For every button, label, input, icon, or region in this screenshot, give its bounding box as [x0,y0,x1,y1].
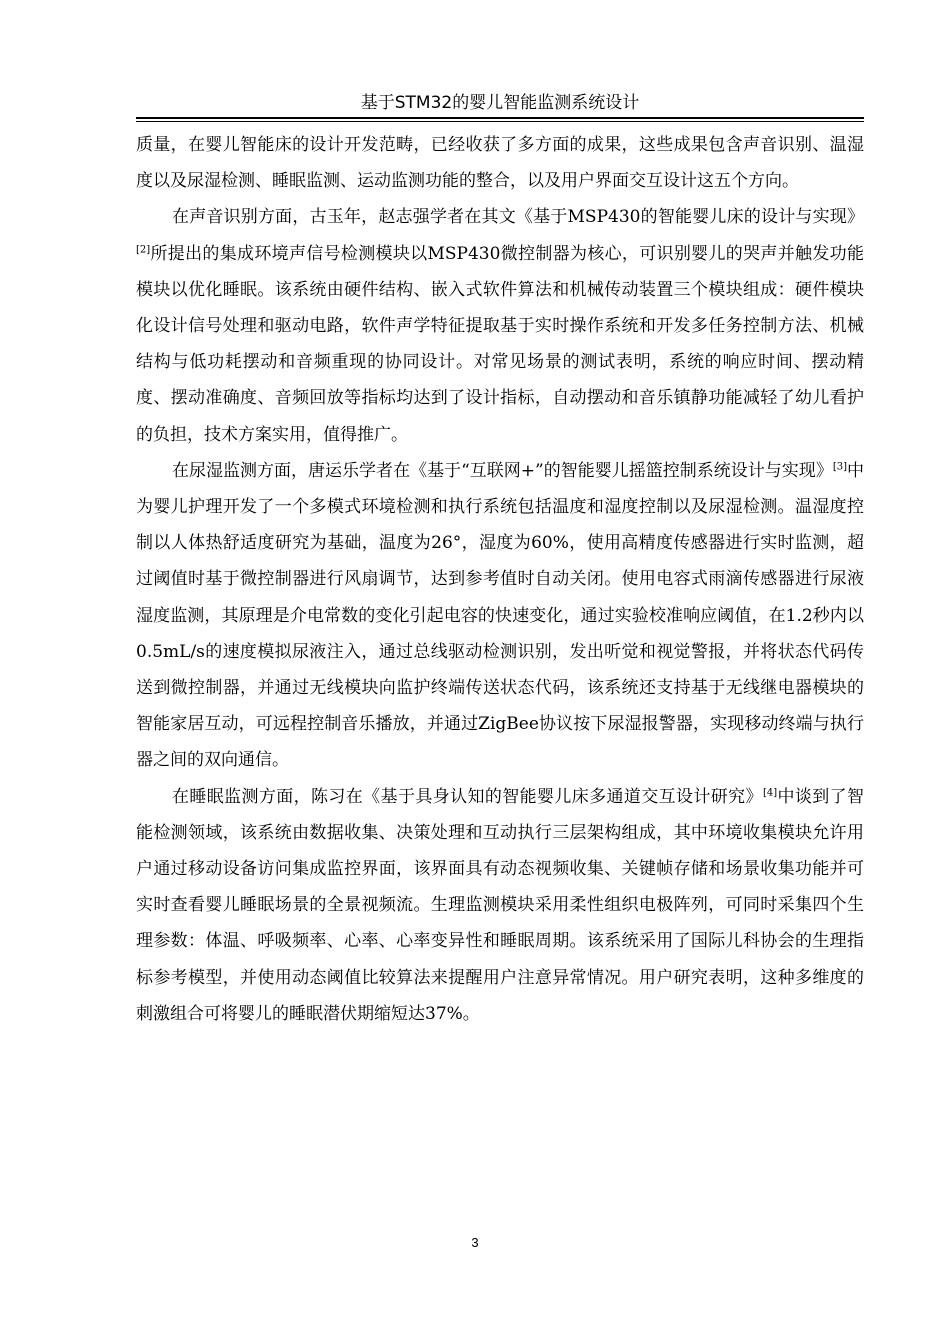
citation-marker: [2] [136,243,151,255]
page-header-title: 基于STM32的婴儿智能监测系统设计 [360,93,640,113]
paragraph-text: 中谈到了智能检测领域，该系统由数据收集、决策处理和互动执行三层架构组成，其中环境收集模块允许用户通过移动设备访问集成监控界面，该界面具有动态视频收集、关键帧存储和场景收集功能并可实时查看婴儿睡眠场景的全景视频流。生理监测模块采用柔性组织电极阵列，可同时采集四个生理参数：体温、呼吸频率、心率、心率变异性和睡眠周期。该系统采用了国际儿科协会的生理指标参考模型，并使用动态阈值比较算法来提醒用户注意异常情况。用户研究表明，这种多维度的刺激组合可将婴儿的睡眠潜伏期缩短达37%。 [136,786,865,1024]
paragraph-sound-recognition [136,199,864,452]
paragraph-text: 质量，在婴儿智能床的设计开发范畴，已经收获了多方面的成果，这些成果包含声音识别、温湿度以及尿湿检测、睡眠监测、运动监测功能的整合，以及用户界面交互设计这五个方向。 [136,135,864,192]
paragraph-text: 在声音识别方面，古玉年，赵志强学者在其文《基于MSP430的智能婴儿床的设计与实现》 [172,207,864,228]
paragraph-sleep-monitoring [136,779,864,1032]
page-number: 3 [471,1235,479,1250]
citation-marker: [4] [762,787,778,798]
header-rule-thick [136,117,864,119]
paragraph-text: 所提出的集成环境声信号检测模块以MSP430微控制器为核心，可识别婴儿的哭声并触发功能模块以优化睡眠。该系统由硬件结构、嵌入式软件算法和机械传动装置三个模块组成：硬件模块化设计信号处理和驱动电路，软件声学特征提取基于实时操作系统和开发多任务控制方法、机械结构与低功耗摆动和音频重现的协同设计。对常见场景的测试表明，系统的响应时间、摆动精度、摆动准确度、音频回放等指标均达到了设计指标，自动摆动和音乐镇静功能减轻了幼儿看护的负担，技术方案实用，值得推广。 [136,243,864,445]
citation-marker: [3] [832,461,847,473]
paragraph-text: 中为婴儿护理开发了一个多模式环境检测和执行系统包括温度和湿度控制以及尿湿检测。温湿度控制以人体热舒适度研究为基础，温度为26°，湿度为60%，使用高精度传感器进行实时监测，超过阈值时基于微控制器进行风扇调节，达到参考值时自动关闭。使用电容式雨滴传感器进行尿液湿度监测，其原理是介电常数的变化引起电容的快速变化，通过实验校准响应阈值，在1.2秒内以0.5mL/s的速度模拟尿液注入，通过总线驱动检测识别，发出听觉和视觉警报，并将状态代码传送到微控制器，并通过无线模块向监护终端传送状态代码，该系统还支持基于无线继电器模块的智能家居互动，可远程控制音乐播放，并通过ZigBee协议按下尿湿报警器，实现移动终端与执行器之间的双向通信。 [136,460,865,771]
paragraph-intro [136,127,864,199]
paragraph-wetness-monitoring [136,453,864,779]
paragraph-text: 在尿湿监测方面，唐运乐学者在《基于“互联网+”的智能婴儿摇篮控制系统设计与实现》 [172,460,833,481]
document-body [136,127,864,1032]
paragraph-text: 在睡眠监测方面，陈习在《基于具身认知的智能婴儿床多通道交互设计研究》 [172,786,763,807]
header-rule-thin [136,121,864,122]
